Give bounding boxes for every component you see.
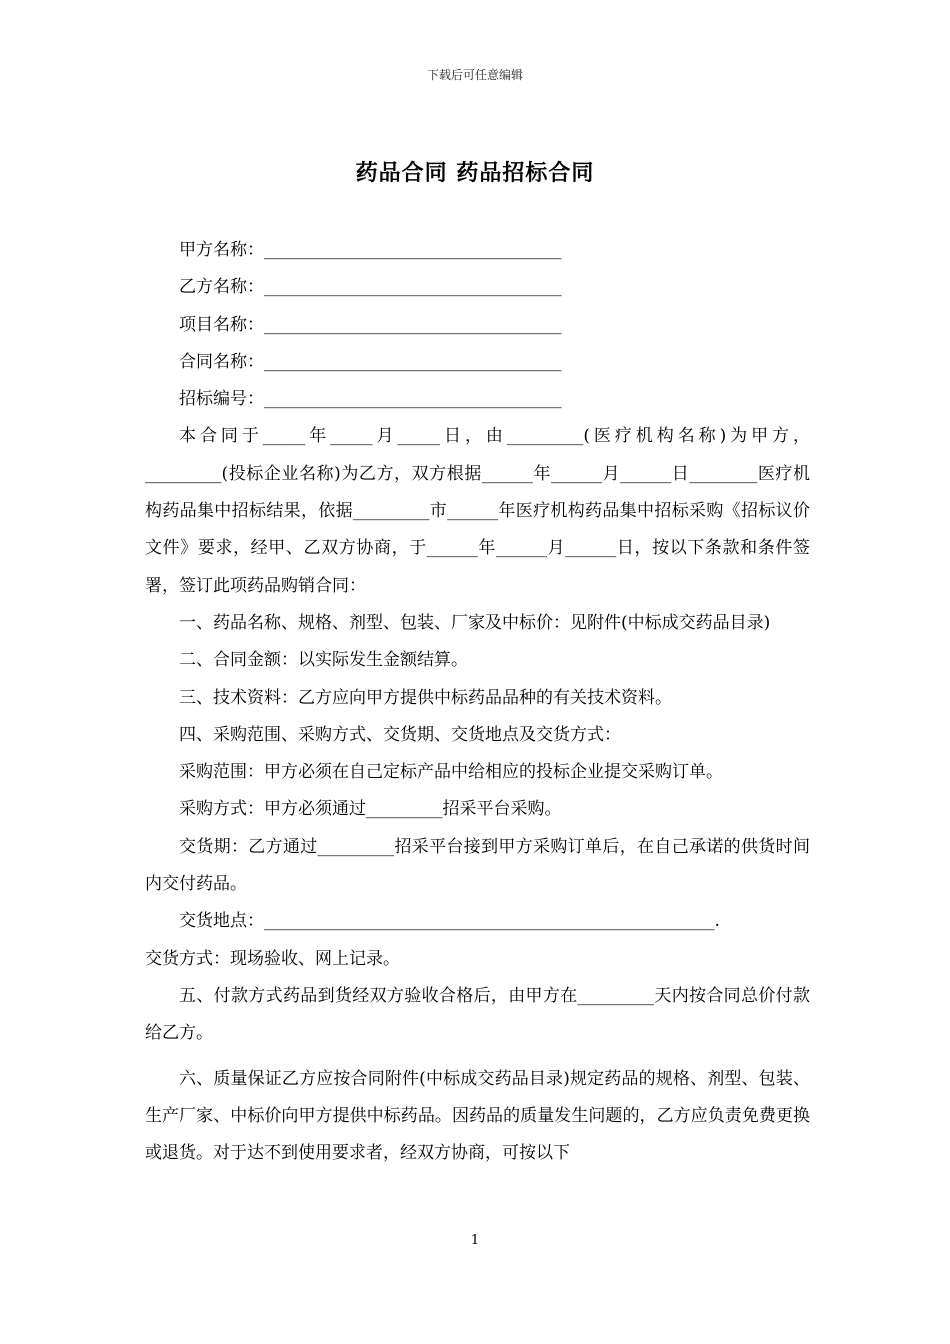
contract-body	[145, 232, 810, 1172]
clause-6-quality: 六、质量保证乙方应按合同附件(中标成交药品目录)规定药品的规格、剂型、包装、生产厂家、中标价向甲方提供中标药品。因药品的质量发生问题的，乙方应负责免费更换或退货。对于达不到使用要求者，经双方协商，可按以下	[145, 1068, 810, 1164]
clause-3-technical: 三、技术资料：乙方应向甲方提供中标药品品种的有关技术资料。	[179, 687, 672, 708]
party-a-name-line: 甲方名称：___________________________________	[179, 240, 562, 260]
tender-number-line: 招标编号：___________________________________	[179, 389, 562, 410]
procurement-method: 采购方式：甲方必须通过_________招采平台采购。	[179, 799, 562, 820]
clause-4-procurement: 四、采购范围、采购方式、交货期、交货地点及交货方式：	[179, 724, 621, 745]
delivery-location: 交货地点：_____________________________________________________.	[179, 911, 720, 932]
contract-name-line: 合同名称：___________________________________	[179, 351, 562, 372]
party-b-name-line: 乙方名称：___________________________________	[179, 277, 562, 298]
header-note: 下载后可任意编辑	[426, 68, 523, 82]
clause-5-payment: 五、付款方式药品到货经双方验收合格后，由甲方在_________天内按合同总价付款给乙方。	[145, 985, 810, 1044]
procurement-scope: 采购范围：甲方必须在自己定标产品中给相应的投标企业提交采购订单。	[179, 762, 723, 783]
preamble-paragraph: 本合同于_____年_____月_____日，由_________(医疗机构名称)为甲方，_________(投标企业名称)为乙方，双方根据______年______月______日________医疗机构药品集中招标结果，依据_________市______年医疗机构药品集中招标采购《招标议价文件》要求，经甲、乙双方协商，于______年______月______日，按以下条款和条件签署，签订此项药品购销合同：	[145, 426, 810, 596]
clause-1-drug-info: 一、药品名称、规格、剂型、包装、厂家及中标价：见附件(中标成交药品目录)	[179, 612, 771, 633]
page-number: 1	[470, 1233, 480, 1248]
document-title: 药品合同 药品招标合同	[355, 160, 595, 186]
delivery-period: 交货期：乙方通过_________招采平台接到甲方采购订单后，在自己承诺的供货时间内交付药品。	[145, 836, 810, 895]
clause-2-amount: 二、合同金额：以实际发生金额结算。	[179, 650, 468, 671]
project-name-line: 项目名称：___________________________________	[179, 314, 562, 335]
delivery-method: 交货方式：现场验收、网上记录。	[145, 948, 400, 969]
